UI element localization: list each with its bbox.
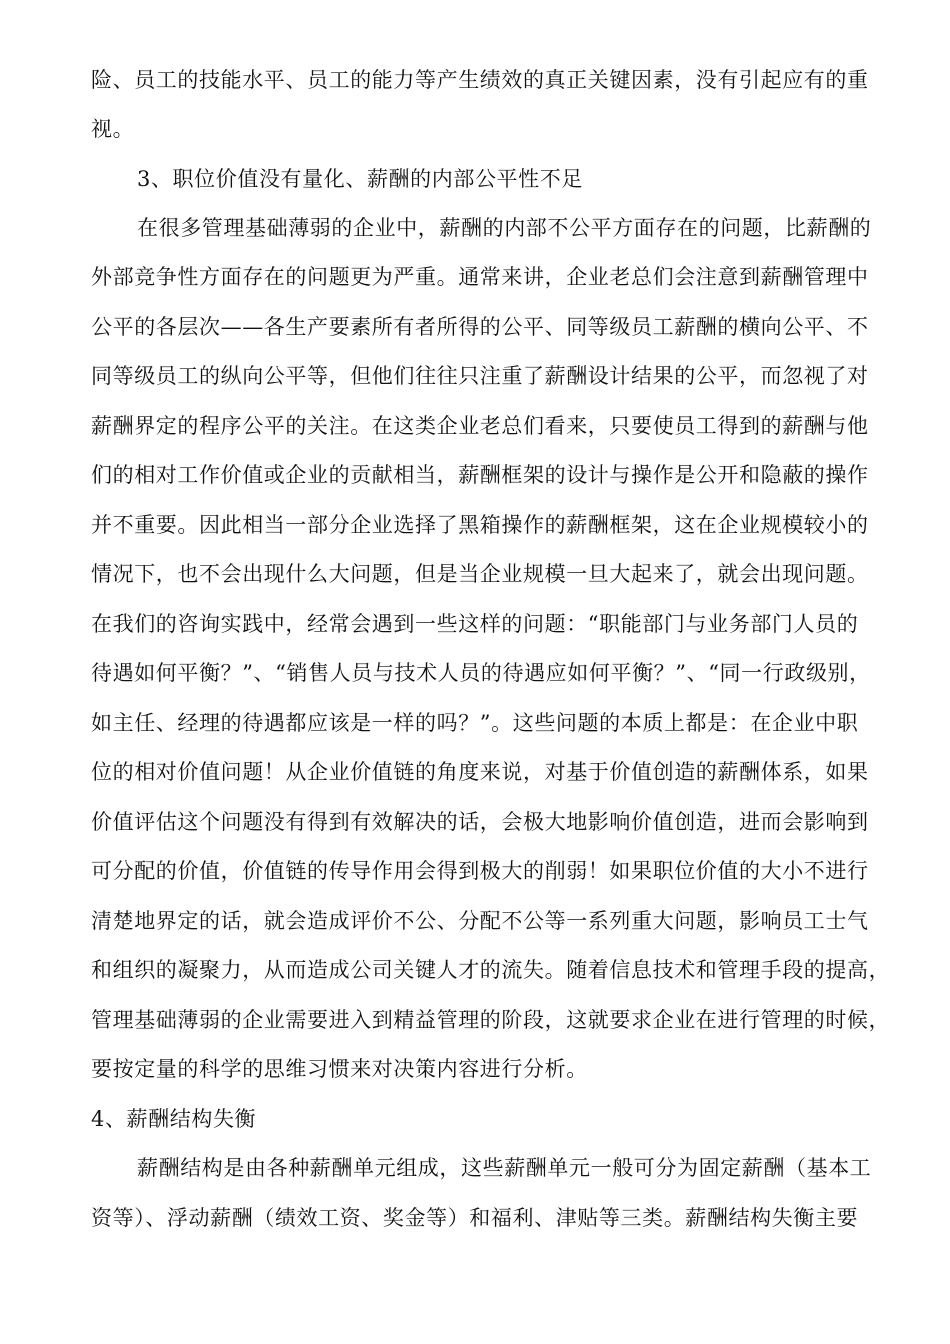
text-line: 视。	[91, 117, 135, 141]
text-line: 在很多管理基础薄弱的企业中，薪酬的内部不公平方面存在的问题，比薪酬的	[137, 216, 872, 240]
text-line: 情况下，也不会出现什么大问题，但是当企业规模一旦大起来了，就会出现问题。	[91, 562, 869, 586]
text-line: 们的相对工作价值或企业的贡献相当，薪酬框架的设计与操作是公开和隐蔽的操作	[91, 463, 869, 487]
text-line: 外部竞争性方面存在的问题更为严重。通常来讲，企业老总们会注意到薪酬管理中	[91, 265, 869, 289]
text-line: 位的相对价值问题！从企业价值链的角度来说，对基于价值创造的薪酬体系，如果	[91, 760, 869, 784]
text-line: 管理基础薄弱的企业需要进入到精益管理的阶段，这就要求企业在进行管理的时候，	[91, 1008, 891, 1032]
text-line: 薪酬界定的程序公平的关注。在这类企业老总们看来，只要使员工得到的薪酬与他	[91, 414, 869, 438]
section-heading: 4、薪酬结构失衡	[91, 1107, 257, 1131]
section-heading: 3、职位价值没有量化、薪酬的内部公平性不足	[137, 167, 583, 191]
text-line: 薪酬结构是由各种薪酬单元组成，这些薪酬单元一般可分为固定薪酬（基本工	[137, 1156, 872, 1180]
text-line: 和组织的凝聚力，从而造成公司关键人才的流失。随着信息技术和管理手段的提高，	[91, 958, 891, 982]
text-line: 并不重要。因此相当一部分企业选择了黑箱操作的薪酬框架，这在企业规模较小的	[91, 513, 869, 537]
text-line: 清楚地界定的话，就会造成评价不公、分配不公等一系列重大问题，影响员工士气	[91, 909, 869, 933]
text-line: 资等）、浮动薪酬（绩效工资、奖金等）和福利、津贴等三类。薪酬结构失衡主要	[91, 1206, 859, 1230]
text-line: 价值评估这个问题没有得到有效解决的话，会极大地影响价值创造，进而会影响到	[91, 810, 869, 834]
text-line: 同等级员工的纵向公平等，但他们往往只注重了薪酬设计结果的公平，而忽视了对	[91, 364, 869, 388]
text-line: 险、员工的技能水平、员工的能力等产生绩效的真正关键因素，没有引起应有的重	[91, 68, 869, 92]
text-line: 公平的各层次——各生产要素所有者所得的公平、同等级员工薪酬的横向公平、不	[91, 315, 869, 339]
text-line: 待遇如何平衡？”、“销售人员与技术人员的待遇应如何平衡？”、“同一行政级别，	[91, 661, 871, 685]
text-line: 如主任、经理的待遇都应该是一样的吗？”。这些问题的本质上都是：在企业中职	[91, 711, 859, 735]
text-line: 可分配的价值，价值链的传导作用会得到极大的削弱！如果职位价值的大小不进行	[91, 859, 869, 883]
text-line: 要按定量的科学的思维习惯来对决策内容进行分析。	[91, 1057, 588, 1081]
text-line: 在我们的咨询实践中，经常会遇到一些这样的问题：“职能部门与业务部门人员的	[91, 612, 859, 636]
